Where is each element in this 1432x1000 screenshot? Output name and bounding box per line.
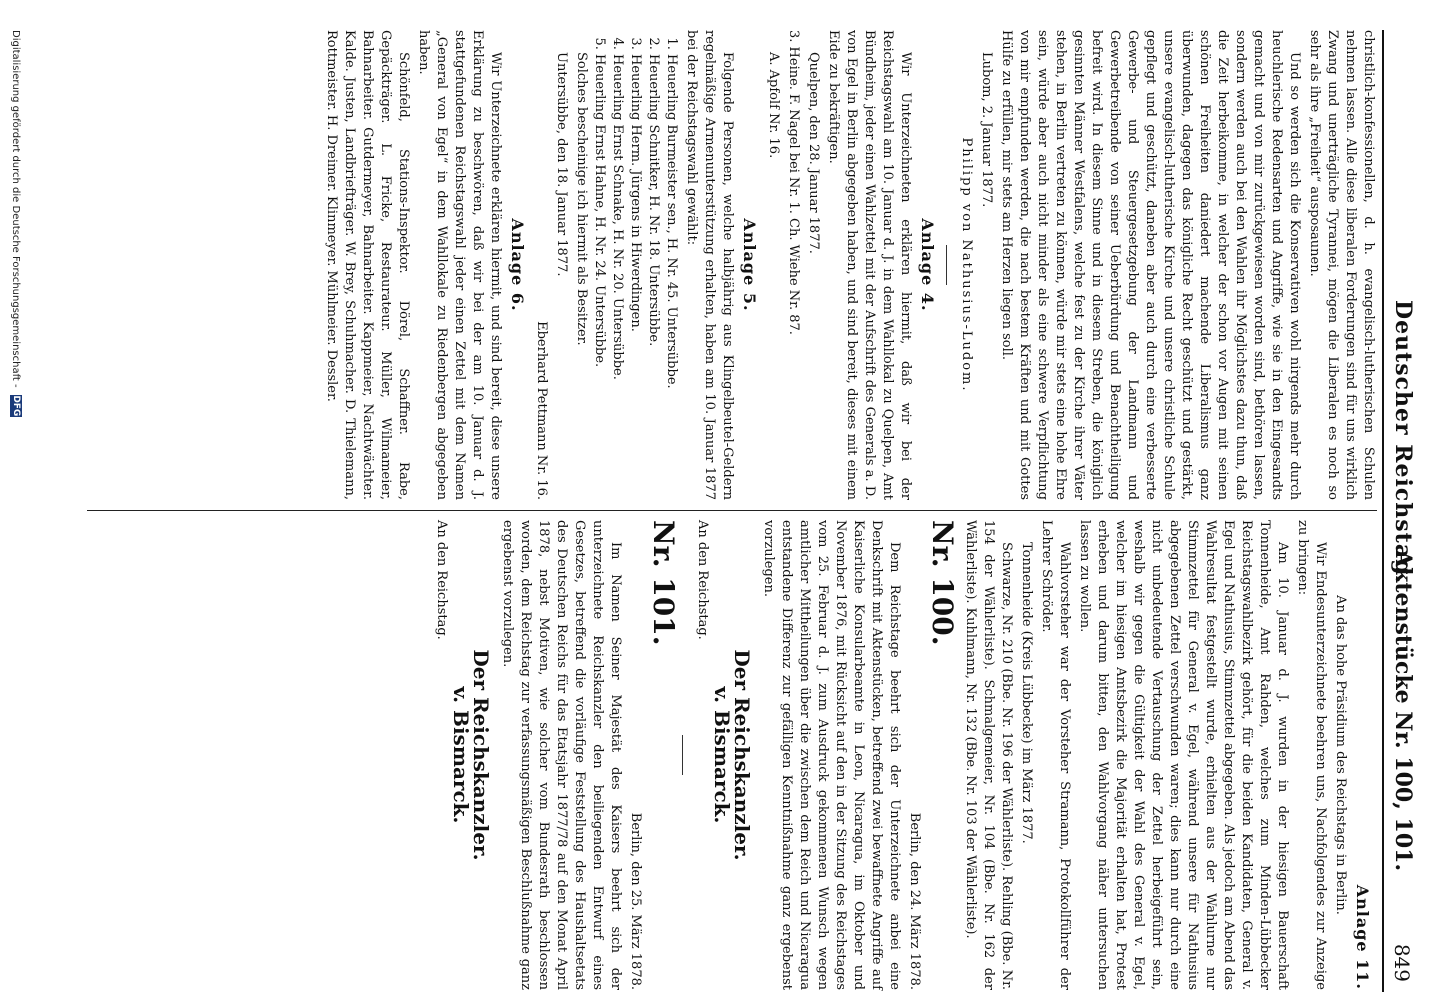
nr-101-heading: Nr. 101. <box>647 520 680 646</box>
right-column <box>430 520 1377 990</box>
signatory-line: 3. Heine. F. Nagel bei Nr. 1. Ch. Wiehe Nr. 87. <box>786 30 801 335</box>
paragraph: Und so werden sich die Konservativen wohl nirgends mehr durch heuchlerische Redensarten und Angriffe, wie sie in den Eingesandts gemacht und von mir zurückgewiesen worden sind, bethören lassen, sondern werden auch bei den Wahlen ihr Möglichstes dazu thun, daß die Zeit herbeikomme, in welcher der schon vor Augen mit seinen schönen Freiheiten daniedert machende Liberalismus ganz überwunden, dagegen das königliche Recht geschützt und gestärkt, unsere evangelisch-lutherische Kirche und unsere christliche Schule gepflegt und geschützt, daneben aber auch durch eine verbesserte Gewerbe- und Steuergesetzgebung der Landmann und Gewerbetreibende von seiner Ueberbürdung und Benachtheiligung befreit wird. In diesem Sinne und in diesem Streben, die königlich gesinnten Männer Westfalens, welche fest zu der Kirche ihrer Väter stehen, in Berlin vertreten zu können, würde mir stets eine hohe Ehre sein, würde aber auch nicht minder als eine schwere Verpflichtung von mir empfunden werden, die nach bestem Kräften und mit Gottes Hülfe zu erfüllen, mir stets am Herzen liegen soll. <box>999 30 1302 500</box>
addressee: An den Reichstag. <box>695 520 710 640</box>
addressee: An den Reichstag. <box>434 520 449 640</box>
address: An das hohe Präsidium des Reichstags in Berlin. <box>1333 595 1348 915</box>
anlage-4-text: Wir Unterzeichneten erklären hiermit, daß wir bei der Reichstagswahl am 10. Januar d. J. in dem Wahllokal zu Quelpen, Amt Bündheim, jeder einen Wahlzettel mit der Aufschrift des Generals a. D. von Egel in Berlin abgegeben haben, und sind bereit, dieses mit einem Eide zu bekräftigen. <box>826 30 913 500</box>
list-item: 2. Heuerling Schnitker, H. Nr. 18. Untersübbe. <box>644 54 662 500</box>
attest-text: Solches bescheinige ich hiermit als Besitzer. <box>574 52 589 346</box>
paragraph: christlich-konfessionellen, d. h. evangelisch-lutherischen Schulen nehmen lassen. Alle diese liberalen Forderungen sind für uns wirklich Zwang und unerträgliche Tyrannei, mögen die Liberalen es noch so sehr als ihre „Freiheit“ ausposaunen. <box>1307 30 1376 500</box>
list-item: 3. Heuerling Herm. Jürgens in Hiwerdingen. <box>626 54 644 500</box>
page-header <box>1382 30 1424 992</box>
dfg-logo-icon: DFG <box>11 395 21 417</box>
left-column <box>320 30 1377 500</box>
column-divider <box>87 510 1377 511</box>
digitization-credit <box>10 30 22 970</box>
signatory-list: Schwarze, Nr. 210 (Bbe. Nr. 196 der Wählerliste). Rehling (Bbe. Nr. 154 der Wählerliste). Schmalgemeier, Nr. 104 (Bbe. Nr. 162 der Wählerliste). Kuhlmann, Nr. 132 (Bbe. Nr. 103 der Wählerliste). <box>963 520 1014 990</box>
separator <box>682 735 683 775</box>
separator <box>946 245 947 285</box>
signature: Philipp von Nathusius-Ludom. <box>959 137 974 393</box>
signature: Eberhard Pettmann Nr. 16. <box>534 321 549 500</box>
place-date: Tonnenheide (Kreis Lübbecke) im März 1877. <box>1019 542 1034 844</box>
signatory-list: Schönfeld, Stations-Inspektor. Dörel, Schaffner. Rabe, Gepäckträger. L. Fricke, Restaurateur. Müller, Wilmameier, Bahnarbeiter. Gutdermeyer, Bahnarbeiter. Kappmeier, Nachtwächter. Kalde. Justen, Landbriefträger. W. Brey, Schuhmacher. D. Thielemann, Rottmeister. H. Dreimer. Klinmeyer. Mühlmeier. Dessler. <box>324 30 411 500</box>
signatory-line: A. Apfolf Nr. 16. <box>766 52 781 159</box>
header-title: Deutscher Reichstag. <box>1390 300 1416 585</box>
place-date: Quelpen, den 28. Januar 1877. <box>806 52 821 254</box>
signer-name: v. Bismarck. <box>710 686 734 824</box>
nr-100-heading: Nr. 100. <box>926 520 959 646</box>
place-date: Lubom, 2. Januar 1877. <box>979 52 994 208</box>
anlage-6-text: Wir Unterzeichnete erklären hiermit, und sind bereit, diese unsere Erklärung zu beschwören, daß wir bei der am 10. Januar d. J. stattgefundenen Reichstagswahl jeder einen Zettel mit dem Namen „General von Egel“ in dem Wahllokale zu Riedenbergen abgegeben haben. <box>416 30 503 500</box>
place-date: Berlin, den 24. März 1878. <box>907 812 922 990</box>
anlage-5-list <box>590 30 680 500</box>
header-section: Aktenstücke Nr. 100, 101. <box>1390 550 1416 872</box>
nr-101-text: Im Namen Seiner Majestät des Kaisers beehrt sich der unterzeichnete Reichskanzler den beiliegenden Entwurf eines Gesetzes, betreffend die vorläufige Feststellung des Haushaltsetats des Deutschen Reichs für das Etatsjahr 1877/78 auf den Monat April 1878, nebst Motiven, wie solcher vom Bundesrath beschlossen worden, dem Reichstag zur verfassungsmäßigen Beschlußnahme ganz ergebenst vorzulegen. <box>500 520 623 990</box>
intro: Wir Endesunterzeichnete beehren uns, Nachfolgendes zur Anzeige zu bringen: <box>1295 520 1328 990</box>
signer-title: Der Reichskanzler. <box>730 649 754 861</box>
place-date: Untersübbe, den 18. Januar 1877. <box>554 52 569 277</box>
anlage-5-heading: Anlage 5. <box>740 218 759 312</box>
list-item: 5. Heuerling Ernst Hahne, H. Nr. 24. Untersübbe. <box>590 54 608 500</box>
credit-text: Digitalisierung gefördert durch die Deutsche Forschungsgemeinschaft - <box>10 30 21 388</box>
note: Wahlvorsteher war der Vorsteher Stramann, Protokollführer der Lehrer Schröder. <box>1039 520 1072 990</box>
anlage-11-heading: Anlage 11. <box>1353 884 1372 990</box>
anlage-6-heading: Anlage 6. <box>508 218 527 312</box>
anlage-5-text: Folgende Personen, welche halbjährig aus Klingelbeutel-Geldern regelmäßige Armenunterstützung erhalten, haben am 10. Januar 1877 bei der Reichstagswahl gewählt: <box>684 30 735 500</box>
list-item: 4. Heuerling Ernst Schnake, H. Nr. 20. Untersübbe. <box>608 54 626 500</box>
signer-name: v. Bismarck. <box>449 686 473 824</box>
place-date: Berlin, den 25. März 1878. <box>628 812 643 990</box>
nr-100-text: Dem Reichstage beehrt sich der Unterzeichnete anbei eine Denkschrift mit Aktenstücken, betreffend zwei bewaffnete Angriffe auf Kaiserliche Konsularbeamte in Leon, Nicaragua, im Oktober und November 1876, mit Rücksicht auf den in der Sitzung des Reichstages vom 25. Februar d. J. zum Ausdruck gekommenen Wunsch wegen amtlicher Mittheilungen über die zwischen dem Reich und Nicaragua entstandene Differenz zur gefälligen Kenntnißnahme ganz ergebenst vorzulegen. <box>761 520 902 990</box>
list-item: 1. Heuerling Burmeister sen., H. Nr. 45. Untersübbe. <box>662 54 680 500</box>
page-number: 849 <box>1390 943 1414 982</box>
anlage-11-text: Am 10. Januar d. J. wurden in der hiesigen Bauerschaft Tonnenheide, Amt Rahden, welches zum Minden-Lübbecker Reichstagswahlbezirk gehört, für die beiden Kandidaten, General v. Egel und Nathusius, Stimmzettel abgegeben. Als jedoch am Abend das Wahlresultat festgestellt wurde, erhielten aus der Wahlurne nur Stimmzettel für General v. Egel, während unsere für Nathusius abgegebenen Zettel verschwunden waren; dies kann nur durch eine nicht unbedeutende Vertauschung der Zettel herbeigeführt sein, weshalb wir gegen die Gültigkeit der Wahl des General v. Egel, welcher im hiesigen Amtsbezirk die Majorität erhalten hat, Protest erheben und darum bitten, den Wahlvorgang näher untersuchen lassen zu wollen. <box>1077 520 1290 990</box>
signer-title: Der Reichskanzler. <box>469 649 493 861</box>
anlage-4-heading: Anlage 4. <box>918 218 937 312</box>
